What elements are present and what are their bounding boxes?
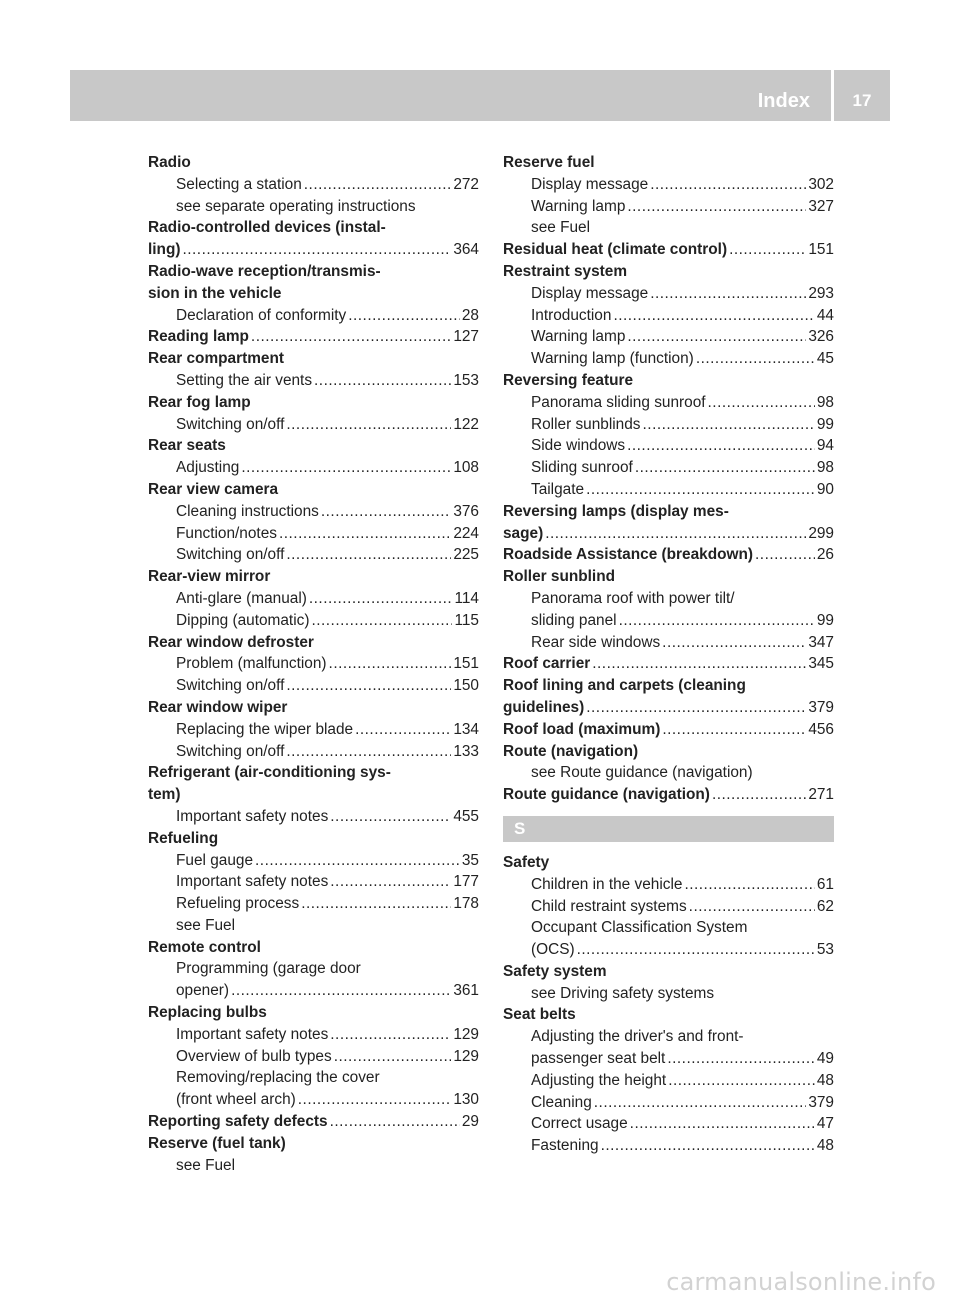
index-heading: Radio-wave reception/transmis- — [148, 262, 381, 280]
index-heading: Rear window defroster — [148, 633, 314, 651]
entry-label: ling) — [148, 241, 181, 259]
index-subentry[interactable] — [148, 544, 479, 566]
dot-leader — [182, 239, 451, 261]
index-subentry[interactable] — [503, 939, 834, 961]
dot-leader — [627, 435, 815, 457]
entry-label: Problem (malfunction) — [176, 655, 327, 673]
index-entry[interactable] — [503, 719, 834, 741]
index-subentry[interactable] — [503, 174, 834, 196]
entry-label: Correct usage — [531, 1115, 628, 1133]
entry-label: passenger seat belt — [531, 1050, 666, 1068]
index-heading: Reserve (fuel tank) — [148, 1134, 286, 1152]
entry-label: Cleaning — [531, 1093, 592, 1111]
index-subentry-text: see Fuel — [176, 916, 236, 934]
entry-label: Fuel gauge — [176, 851, 254, 869]
index-heading: Reversing lamps (display mes- — [503, 502, 729, 520]
entry-label: Dipping (automatic) — [176, 611, 310, 629]
dot-leader — [592, 653, 806, 675]
entry-label: Warning lamp — [531, 197, 626, 215]
dot-leader — [601, 1135, 815, 1157]
entry-label: Rear side windows — [531, 633, 661, 651]
dot-leader — [286, 675, 451, 697]
index-subentry-text: Adjusting the driver's and front- — [531, 1028, 744, 1046]
index-column-left — [148, 152, 479, 1176]
dot-leader — [708, 392, 815, 414]
dot-leader — [348, 305, 460, 327]
index-heading: Rear seats — [148, 437, 226, 455]
page-reference[interactable]: 272 — [453, 175, 479, 193]
entry-label: Display message — [531, 175, 649, 193]
entry-label: Important safety notes — [176, 807, 329, 825]
page-reference[interactable]: 130 — [453, 1091, 479, 1109]
index-entry[interactable] — [503, 239, 834, 261]
index-subentry[interactable] — [503, 326, 834, 348]
index-heading: Radio-controlled devices (instal- — [148, 219, 386, 237]
index-subentry[interactable] — [503, 874, 834, 896]
page-reference[interactable]: 115 — [454, 611, 479, 629]
index-subentry[interactable] — [503, 1048, 834, 1070]
entry-label: sage) — [503, 524, 544, 542]
dot-leader — [321, 501, 451, 523]
index-subentry[interactable] — [503, 632, 834, 654]
index-subentry[interactable] — [503, 1092, 834, 1114]
index-subentry-text: see Fuel — [531, 219, 591, 237]
entry-label: Reporting safety defects — [148, 1113, 328, 1131]
entry-label: Sliding sunroof — [531, 459, 633, 477]
dot-leader — [241, 457, 451, 479]
entry-label: Reading lamp — [148, 328, 249, 346]
entry-label: Introduction — [531, 306, 612, 324]
index-heading: Route (navigation) — [503, 742, 639, 760]
page-reference[interactable]: 456 — [808, 720, 834, 738]
index-subentry[interactable] — [503, 305, 834, 327]
dot-leader — [311, 610, 452, 632]
dot-leader — [650, 283, 806, 305]
entry-label: Tailgate — [531, 480, 585, 498]
dot-leader — [643, 414, 815, 436]
dot-leader — [712, 784, 806, 806]
index-subentry[interactable] — [503, 1135, 834, 1157]
page-reference[interactable]: 29 — [461, 1113, 479, 1131]
index-heading: Roller sunblind — [503, 568, 616, 586]
index-heading: sion in the vehicle — [148, 284, 282, 302]
page-reference[interactable]: 35 — [461, 851, 479, 869]
dot-leader — [619, 610, 815, 632]
entry-label: Roller sunblinds — [531, 415, 641, 433]
page-reference[interactable]: 151 — [453, 655, 479, 673]
index-subentry-text: see separate operating instructions — [176, 197, 416, 215]
dot-leader — [577, 939, 815, 961]
index-heading: Roof lining and carpets (cleaning — [503, 677, 746, 695]
entry-label: Residual heat (climate control) — [503, 241, 728, 259]
page-reference[interactable]: 364 — [453, 241, 479, 259]
dot-leader — [330, 871, 451, 893]
page-reference[interactable]: 376 — [453, 502, 479, 520]
entry-label: Adjusting — [176, 459, 240, 477]
page-reference[interactable]: 455 — [453, 807, 479, 825]
index-column-right — [503, 152, 834, 1157]
index-subentry-text: see Fuel — [176, 1156, 236, 1174]
index-subentry[interactable] — [503, 348, 834, 370]
index-heading: Reversing feature — [503, 371, 634, 389]
index-subentry[interactable] — [148, 893, 479, 915]
dot-leader — [684, 874, 814, 896]
page-reference[interactable]: 151 — [808, 241, 834, 259]
dot-leader — [330, 1024, 451, 1046]
page-reference[interactable]: 47 — [816, 1115, 834, 1133]
entry-label: Switching on/off — [176, 546, 285, 564]
entry-label: Display message — [531, 284, 649, 302]
page-reference[interactable]: 178 — [453, 895, 479, 913]
entry-label: Declaration of conformity — [176, 306, 347, 324]
index-entry[interactable] — [503, 523, 834, 545]
page-reference[interactable]: 98 — [816, 459, 834, 477]
index-subentry[interactable] — [148, 174, 479, 196]
entry-label: Anti-glare (manual) — [176, 589, 307, 607]
entry-label: Child restraint systems — [531, 897, 687, 915]
index-entry[interactable] — [503, 653, 834, 675]
index-subentry[interactable] — [148, 980, 479, 1002]
index-subentry[interactable] — [148, 414, 479, 436]
entry-label: Selecting a station — [176, 175, 302, 193]
entry-label: Cleaning instructions — [176, 502, 319, 520]
index-heading: Rear window wiper — [148, 698, 288, 716]
index-subentry-text: see Driving safety systems — [531, 984, 715, 1002]
dot-leader — [251, 326, 451, 348]
dot-leader — [304, 174, 452, 196]
dot-leader — [545, 523, 806, 545]
entry-label: Warning lamp — [531, 328, 626, 346]
index-heading: Radio — [148, 154, 191, 171]
entry-label: Important safety notes — [176, 873, 329, 891]
page-reference[interactable]: 98 — [816, 393, 834, 411]
index-subentry[interactable] — [148, 1089, 479, 1111]
page-reference[interactable]: 379 — [808, 698, 834, 716]
page-reference[interactable]: 271 — [808, 786, 834, 804]
entry-label: Roof load (maximum) — [503, 720, 661, 738]
index-entry[interactable] — [503, 544, 834, 566]
index-subentry[interactable] — [148, 370, 479, 392]
entry-label: Switching on/off — [176, 677, 285, 695]
index-subentry-text: Removing/replacing the cover — [176, 1069, 380, 1087]
index-subentry-text: Occupant Classification System — [531, 919, 748, 937]
page-reference[interactable]: 302 — [808, 175, 834, 193]
page-reference[interactable]: 99 — [816, 611, 834, 629]
entry-label: (front wheel arch) — [176, 1091, 296, 1109]
dot-leader — [330, 806, 451, 828]
page-reference[interactable]: 225 — [453, 546, 479, 564]
index-subentry[interactable] — [148, 741, 479, 763]
dot-leader — [668, 1070, 815, 1092]
dot-leader — [286, 544, 451, 566]
index-subentry[interactable] — [503, 896, 834, 918]
entry-label: Overview of bulb types — [176, 1047, 332, 1065]
index-subentry[interactable] — [503, 1070, 834, 1092]
index-subentry[interactable] — [503, 414, 834, 436]
index-heading: Refrigerant (air-conditioning sys- — [148, 764, 391, 782]
page-reference[interactable]: 379 — [808, 1093, 834, 1111]
index-subentry[interactable] — [148, 457, 479, 479]
index-subentry[interactable] — [148, 675, 479, 697]
dot-leader — [729, 239, 806, 261]
index-subentry[interactable] — [148, 850, 479, 872]
dot-leader — [586, 697, 806, 719]
index-heading: Rear compartment — [148, 350, 284, 368]
dot-leader — [330, 1111, 460, 1133]
dot-leader — [314, 370, 451, 392]
page-reference[interactable]: 224 — [453, 524, 479, 542]
index-heading: Safety system — [503, 962, 607, 980]
page-reference[interactable]: 293 — [808, 284, 834, 302]
entry-label: Switching on/off — [176, 415, 285, 433]
dot-leader — [301, 893, 451, 915]
dot-leader — [613, 305, 814, 327]
header-title: Index — [757, 90, 810, 112]
dot-leader — [298, 1089, 452, 1111]
dot-leader — [594, 1092, 807, 1114]
dot-leader — [689, 896, 815, 918]
entry-label: Adjusting the height — [531, 1071, 667, 1089]
index-heading: Rear view camera — [148, 480, 279, 498]
index-subentry[interactable] — [148, 653, 479, 675]
entry-label: Panorama sliding sunroof — [531, 393, 706, 411]
entry-label: Function/notes — [176, 524, 277, 542]
dot-leader — [309, 588, 453, 610]
page-reference[interactable]: 345 — [808, 655, 834, 673]
dot-leader — [630, 1113, 815, 1135]
page-reference[interactable]: 26 — [816, 546, 834, 564]
dot-leader — [255, 850, 460, 872]
dot-leader — [586, 479, 815, 501]
index-heading: tem) — [148, 786, 181, 804]
page-reference[interactable]: 94 — [816, 437, 834, 455]
dot-leader — [650, 174, 806, 196]
page-reference[interactable]: 127 — [453, 328, 479, 346]
index-subentry[interactable] — [503, 610, 834, 632]
page-reference[interactable]: 150 — [453, 677, 479, 695]
index-entry[interactable] — [503, 784, 834, 806]
index-heading: Remote control — [148, 938, 261, 956]
entry-label: Refueling process — [176, 895, 300, 913]
dot-leader — [286, 741, 451, 763]
entry-label: Roadside Assistance (breakdown) — [503, 546, 754, 564]
page-reference[interactable]: 108 — [453, 459, 479, 477]
page-reference[interactable]: 44 — [816, 306, 834, 324]
page-reference[interactable]: 48 — [816, 1137, 834, 1155]
index-subentry[interactable] — [503, 283, 834, 305]
page-reference[interactable]: 114 — [454, 589, 479, 607]
index-subentry[interactable] — [148, 305, 479, 327]
entry-label: sliding panel — [531, 611, 617, 629]
page-reference[interactable]: 122 — [453, 415, 479, 433]
entry-label: guidelines) — [503, 698, 585, 716]
page-header — [70, 70, 890, 121]
index-subentry[interactable] — [503, 392, 834, 414]
entry-label: (OCS) — [531, 941, 575, 959]
dot-leader — [329, 653, 452, 675]
page-reference[interactable]: 45 — [816, 350, 834, 368]
dot-leader — [279, 523, 451, 545]
index-heading: Rear-view mirror — [148, 568, 271, 586]
page-reference[interactable]: 62 — [816, 897, 834, 915]
dot-leader — [627, 326, 806, 348]
index-heading: Restraint system — [503, 262, 628, 280]
dot-leader — [662, 719, 806, 741]
dot-leader — [286, 414, 451, 436]
index-subentry-text: Panorama roof with power tilt/ — [531, 589, 735, 607]
index-subentry-text: see Route guidance (navigation) — [531, 764, 753, 782]
index-heading: Refueling — [148, 829, 219, 847]
page-reference[interactable]: 299 — [808, 524, 834, 542]
page-reference[interactable]: 327 — [808, 197, 834, 215]
entry-label: Side windows — [531, 437, 626, 455]
page-reference[interactable]: 326 — [808, 328, 834, 346]
dot-leader — [334, 1046, 452, 1068]
index-subentry[interactable] — [148, 806, 479, 828]
index-entry[interactable] — [148, 326, 479, 348]
page-reference[interactable]: 53 — [816, 941, 834, 959]
dot-leader — [627, 196, 806, 218]
index-subentry[interactable] — [148, 871, 479, 893]
page-reference[interactable]: 48 — [816, 1071, 834, 1089]
page-reference[interactable]: 134 — [453, 720, 479, 738]
page-reference[interactable]: 90 — [816, 480, 834, 498]
page-reference[interactable]: 133 — [453, 742, 479, 760]
entry-label: opener) — [176, 982, 230, 1000]
dot-leader — [635, 457, 815, 479]
page-reference[interactable]: 361 — [453, 982, 479, 1000]
index-subentry[interactable] — [148, 501, 479, 523]
index-subentry[interactable] — [148, 1046, 479, 1068]
index-entry[interactable] — [148, 239, 479, 261]
index-heading: Replacing bulbs — [148, 1004, 267, 1022]
page-reference[interactable]: 28 — [461, 306, 479, 324]
dot-leader — [667, 1048, 815, 1070]
entry-label: Roof carrier — [503, 655, 591, 673]
page-number: 17 — [852, 91, 872, 110]
index-heading: Reserve fuel — [503, 154, 595, 171]
entry-label: Important safety notes — [176, 1025, 329, 1043]
index-heading: Seat belts — [503, 1006, 576, 1024]
entry-label: Setting the air vents — [176, 371, 313, 389]
index-subentry[interactable] — [148, 719, 479, 741]
dot-leader — [231, 980, 451, 1002]
entry-label: Replacing the wiper blade — [176, 720, 354, 738]
entry-label: Warning lamp (function) — [531, 350, 694, 368]
index-subentry[interactable] — [503, 479, 834, 501]
index-subentry[interactable] — [148, 610, 479, 632]
dot-leader — [755, 544, 815, 566]
index-subentry[interactable] — [503, 196, 834, 218]
entry-label: Fastening — [531, 1137, 599, 1155]
index-heading: Rear fog lamp — [148, 393, 251, 411]
index-subentry-text: Programming (garage door — [176, 960, 361, 978]
index-subentry[interactable] — [148, 1024, 479, 1046]
index-subentry[interactable] — [148, 523, 479, 545]
section-letter-bar: S — [503, 816, 834, 842]
entry-label: Children in the vehicle — [531, 875, 683, 893]
entry-label: Switching on/off — [176, 742, 285, 760]
index-subentry[interactable] — [503, 1113, 834, 1135]
page-reference[interactable]: 177 — [453, 873, 479, 891]
watermark: carmanualsonline.info — [666, 1268, 936, 1296]
page-reference[interactable]: 129 — [453, 1047, 479, 1065]
dot-leader — [662, 632, 806, 654]
dot-leader — [355, 719, 451, 741]
page-reference[interactable]: 49 — [816, 1050, 834, 1068]
page-reference[interactable]: 129 — [453, 1025, 479, 1043]
index-entry[interactable] — [148, 1111, 479, 1133]
index-subentry[interactable] — [148, 588, 479, 610]
page-reference[interactable]: 61 — [816, 875, 834, 893]
dot-leader — [696, 348, 815, 370]
index-subentry[interactable] — [503, 457, 834, 479]
index-subentry[interactable] — [503, 435, 834, 457]
entry-label: Route guidance (navigation) — [503, 786, 710, 804]
page-reference[interactable]: 153 — [453, 371, 479, 389]
page-reference[interactable]: 99 — [816, 415, 834, 433]
page-reference[interactable]: 347 — [808, 633, 834, 651]
index-heading: Safety — [503, 853, 550, 871]
index-entry[interactable] — [503, 697, 834, 719]
